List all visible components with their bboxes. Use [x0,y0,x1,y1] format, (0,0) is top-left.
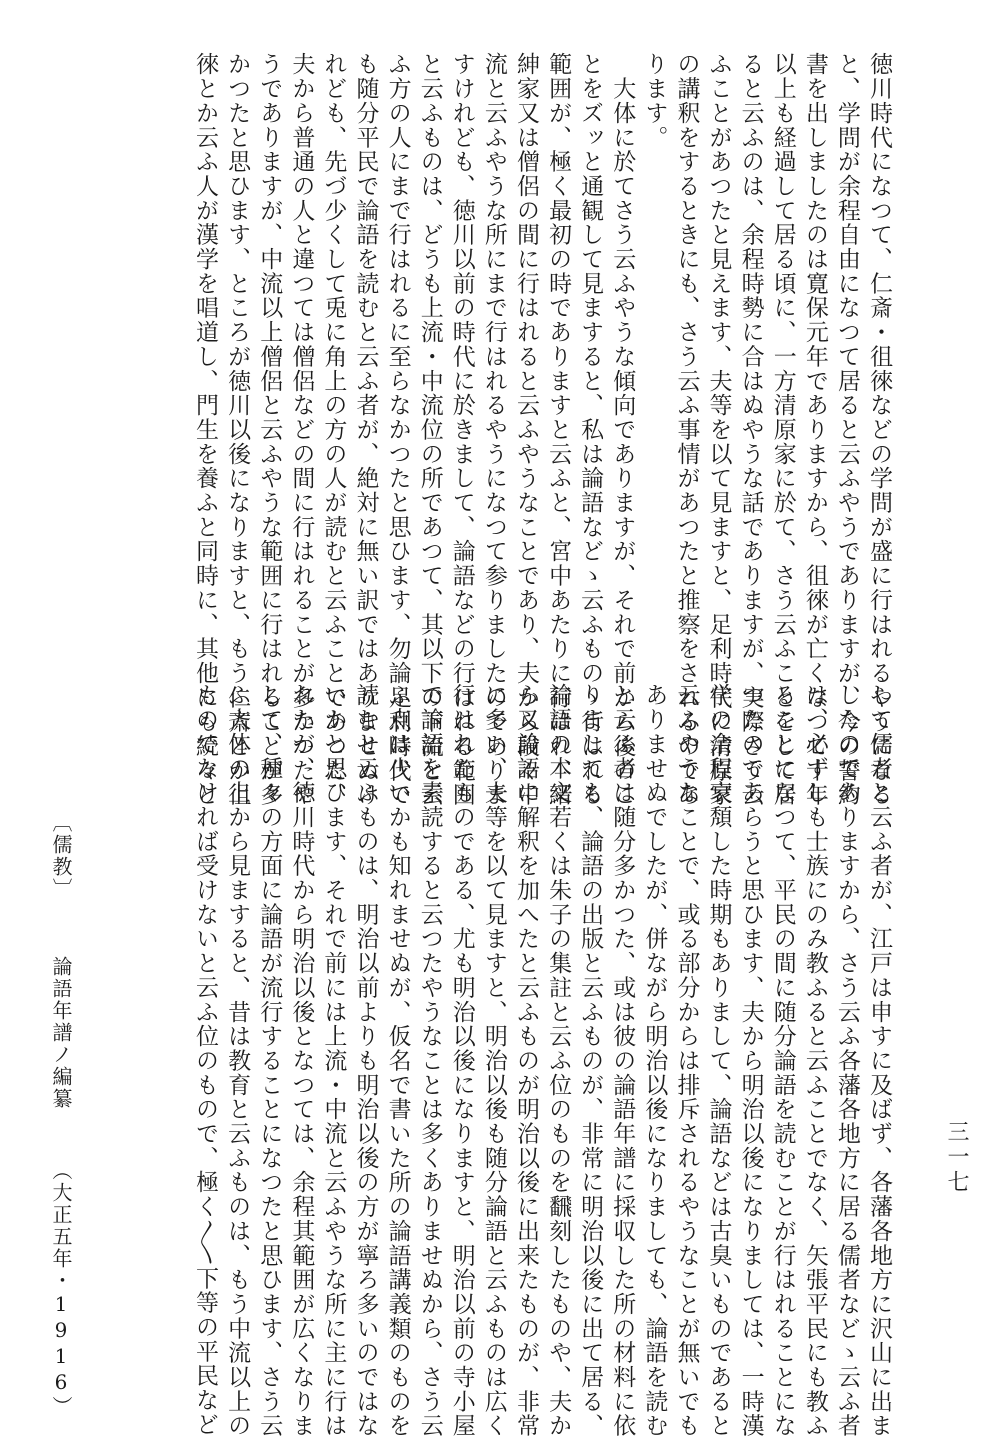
page-number: 三一七 [944,1120,969,1195]
upper-text-block: 徳川時代になつて、仁斎・徂徠などの学問が盛に行はれるやうになる と、学問が余程自由になつて居ると云ふやうでありますが、今の誓約 書を出しましたのは寛保元年でありますから、徂徠が亡くなつて十年 以上も経過して居る頃に、一方清原家に於て、さう云ふことをして居 ると云ふのは、余程時勢に合はぬやうな話でありますが、実際さう云 ふことがあつたと見えます、夫等を以て見ますと、足利時代に清原家 の講釈をするときにも、さう云ふ事情があつたと推察をされるのであ ります。 大体に於てさう云ふやうな傾向でありますが、それで前から後のこ とをズッと通観して見ますると、私は論語などゝ云ふものゝ行はれる 範囲が、極く最初の時でありますと云ふと、宮中あたりに行はれ、縉 紳家又は僧侶の間に行はれると云ふやうなことであり、夫から段々中 流と云ふやうな所にまで行はれるやうになつて参りましたのでありま すけれども、徳川以前の時代に於きまして、論語などの行はれる範囲 と云ふものは、どうも上流・中流位の所であつて、其以下の下流と云 ふ方の人にまで行はれるに至らなかつたと思ひます、勿論足利時代で も随分平民で論語を読むと云ふ者が、絶対に無い訳ではありませぬけ れども、先づ少くして兎に角上の方の人が読むと云ふことであつた、 夫から普通の人と違つては僧侶などの間に行はれることが多かつたや うでありますが、中流以上僧侶と云ふやうな範囲に行はれることが多 かつたと思ひます、ところが徳川以後になりますと、もう仁斎とか徂 徠とか云ふ人が漢学を唱道し、門生を養ふと同時に、其他にも続々と [192,52,892,807]
header-category: 〔儒教〕 [49,812,73,900]
header-title: 論語年譜ノ編纂 [49,956,73,1110]
running-header [36,812,76,1418]
lower-text-block: して儒者と云ふ者が、江戸は申すに及ばず、各藩各地方に沢山に出ま したのでありますから、さう云ふ各藩各地方に居る儒者などゝ云ふ者 は、必ずしも士族にのみ教ふると云ふことでなく、矢張平民にも教ふ ることになつて、平民の間に随分論語を読むことが行はれることにな つたのであらうと思ひます、夫から明治以後になりましては、一時漢 学の余程衰頽した時期もありまして、論語などは古臭いものであると 云ふやうなことで、或る部分からは排斥されるやうなことが無いでも ありませぬでしたが、併ながら明治以後になりましても、論語を読む と云ふ者は随分多かつた、或は彼の論語年譜に採収した所の材料に依 りましても、論語の出版と云ふものが、非常に明治以後に出て居る、 論語の本文若くは朱子の集註と云ふ位のものを飜刻したものや、夫か ら又論語に解釈を加へたと云ふものが明治以後に出来たものが、非常 に多い、夫等を以て見ますと、明治以後も随分論語と云ふものは広く 行はれたものである、尤も明治以後になりますと、明治以前の寺小屋 で論語を素読すると云つたやうなことは多くありませぬから、さう云 ふ点は少いかも知れませぬが、仮名で書いた所の論語講義類のものを 読むと云ふものは、明治以前よりも明治以後の方が寧ろ多いのではな いかと思ひます、それで前には上流・中流と云ふやうな所に主に行は れたが、徳川時代から明治以後となつては、余程其範囲が広くなりま して、種々の方面に論語が流行することになつたと思ひます、さう云 ふ大体の上から見ますると、昔は教育と云ふものは、もう中流以上の ものでなければ受けないと云ふ位のもので、極く〳〵下等の平民など [192,683,892,1438]
header-date: （大正五年・1916） [49,1160,73,1418]
